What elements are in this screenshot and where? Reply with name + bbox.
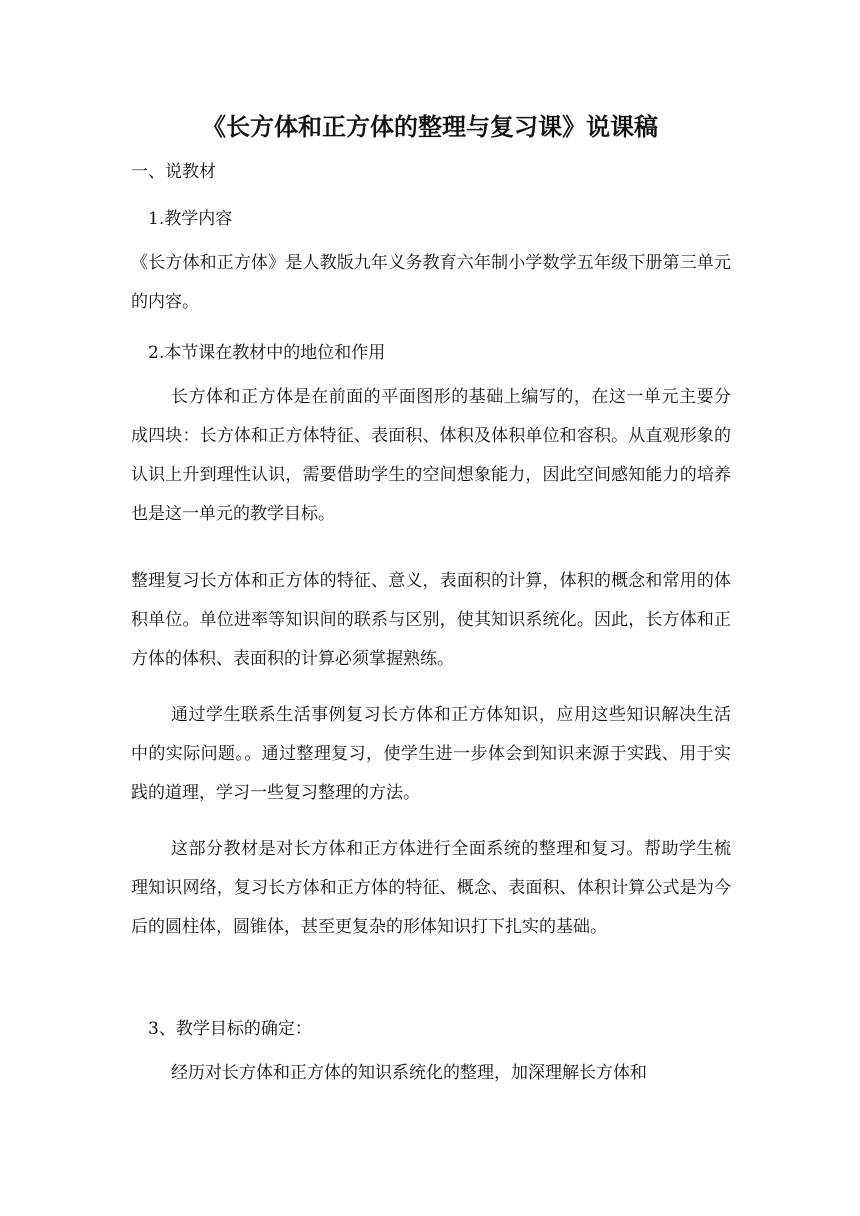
- subsection-heading: 3、教学目标的确定：: [148, 1019, 312, 1039]
- paragraph-system: 这部分教材是对长方体和正方体进行全面系统的整理和复习。帮助学生梳理知识网络，复习长方体和正方体的特征、概念、表面积、体积计算公式是为今后的圆柱体，圆锥体，甚至更复杂的形体知识打下扎实的基础。: [131, 839, 731, 937]
- paragraph-position: 长方体和正方体是在前面的平面图形的基础上编写的，在这一单元主要分成四块：长方体和正方体特征、表面积、体积及体积单位和容积。从直观形象的认识上升到理性认识，需要借助学生的空间想象能力，因此空间感知能力的培养也是这一单元的教学目标。: [131, 387, 731, 524]
- subsection-heading: 2.本节课在教材中的地位和作用: [148, 343, 386, 363]
- subsection-heading: 1.教学内容: [148, 209, 233, 229]
- paragraph-content: 《长方体和正方体》是人教版九年义务教育六年制小学数学五年级下册第三单元的内容。: [131, 253, 731, 312]
- paragraph-life: 通过学生联系生活事例复习长方体和正方体知识，应用这些知识解决生活中的实际问题。。通过整理复习，使学生进一步体会到知识来源于实践、用于实践的道理，学习一些复习整理的方法。: [131, 705, 731, 803]
- document-title: 《长方体和正方体的整理与复习课》说课稿: [202, 112, 658, 141]
- paragraph-review: 整理复习长方体和正方体的特征、意义，表面积的计算，体积的概念和常用的体积单位。单位进率等知识间的联系与区别，使其知识系统化。因此，长方体和正方体的体积、表面积的计算必须掌握熟练。: [131, 571, 731, 669]
- paragraph-goal: 经历对长方体和正方体的知识系统化的整理，加深理解长方体和: [171, 1063, 647, 1083]
- section-heading: 一、说教材: [131, 162, 216, 182]
